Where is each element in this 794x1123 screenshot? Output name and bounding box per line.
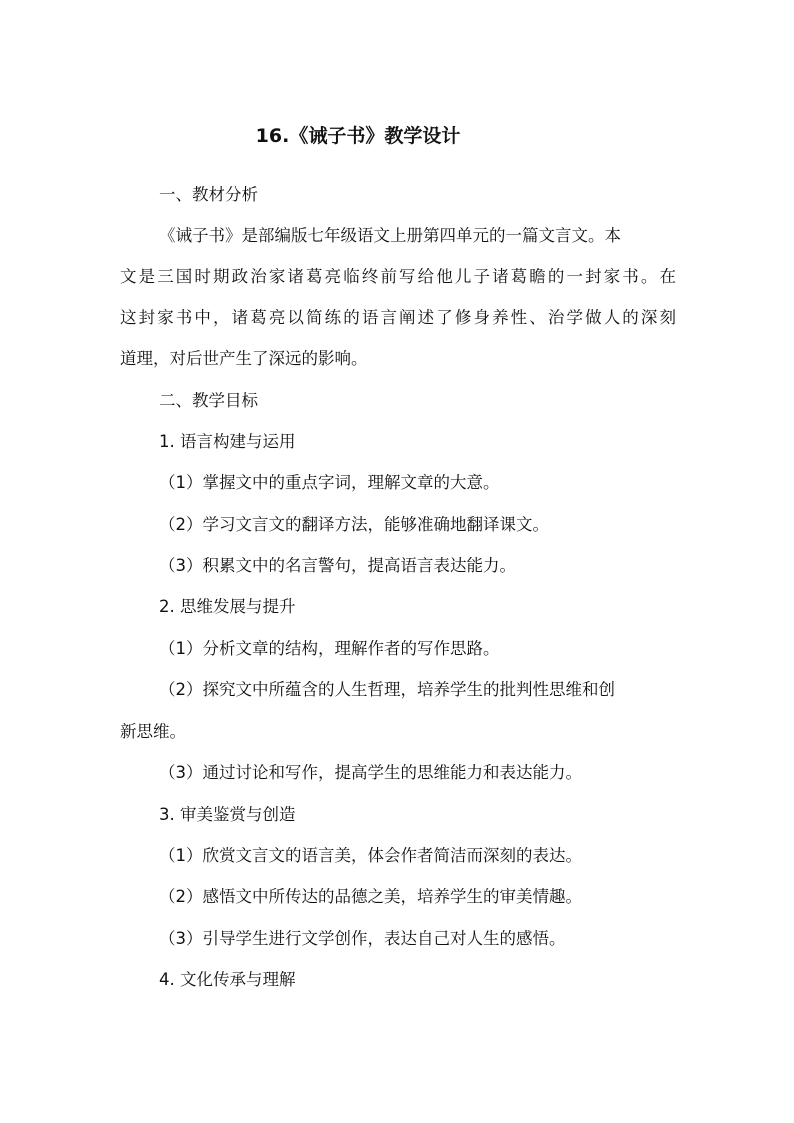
paragraph-line: 道理，对后世产生了深远的影响。: [120, 349, 368, 368]
paragraph-line: 文是三国时期政治家诸葛亮临终前写给他儿子诸葛瞻的一封家书。在: [120, 267, 676, 286]
section-heading-teaching-goals: 二、教学目标: [159, 391, 258, 410]
document-title: 16.《诫子书》教学设计: [255, 125, 461, 147]
subsection-heading: 2. 思维发展与提升: [159, 597, 296, 616]
paragraph-line: 这封家书中，诸葛亮以简练的语言阐述了修身养性、治学做人的深刻: [120, 308, 676, 327]
list-item: （2）探究文中所蕴含的人生哲理，培养学生的批判性思维和创: [159, 680, 615, 699]
section-heading-textbook-analysis: 一、教材分析: [159, 185, 258, 204]
list-item: （1）欣赏文言文的语言美，体会作者简洁而深刻的表达。: [159, 846, 582, 865]
list-item-continuation: 新思维。: [120, 722, 186, 741]
subsection-heading: 3. 审美鉴赏与创造: [159, 805, 296, 824]
paragraph-line: 《诫子书》是部编版七年级语文上册第四单元的一篇文言文。本: [159, 226, 621, 245]
list-item: （3）积累文中的名言警句，提高语言表达能力。: [159, 556, 516, 575]
list-item: （1）掌握文中的重点字词，理解文章的大意。: [159, 473, 500, 492]
list-item: （1）分析文章的结构，理解作者的写作思路。: [159, 639, 500, 658]
list-item: （2）学习文言文的翻译方法，能够准确地翻译课文。: [159, 515, 549, 534]
list-item: （2）感悟文中所传达的品德之美，培养学生的审美情趣。: [159, 887, 582, 906]
list-item: （3）引导学生进行文学创作，表达自己对人生的感悟。: [159, 929, 566, 948]
subsection-heading: 4. 文化传承与理解: [159, 970, 296, 989]
list-item: （3）通过讨论和写作，提高学生的思维能力和表达能力。: [159, 763, 582, 782]
subsection-heading: 1. 语言构建与运用: [159, 432, 296, 451]
